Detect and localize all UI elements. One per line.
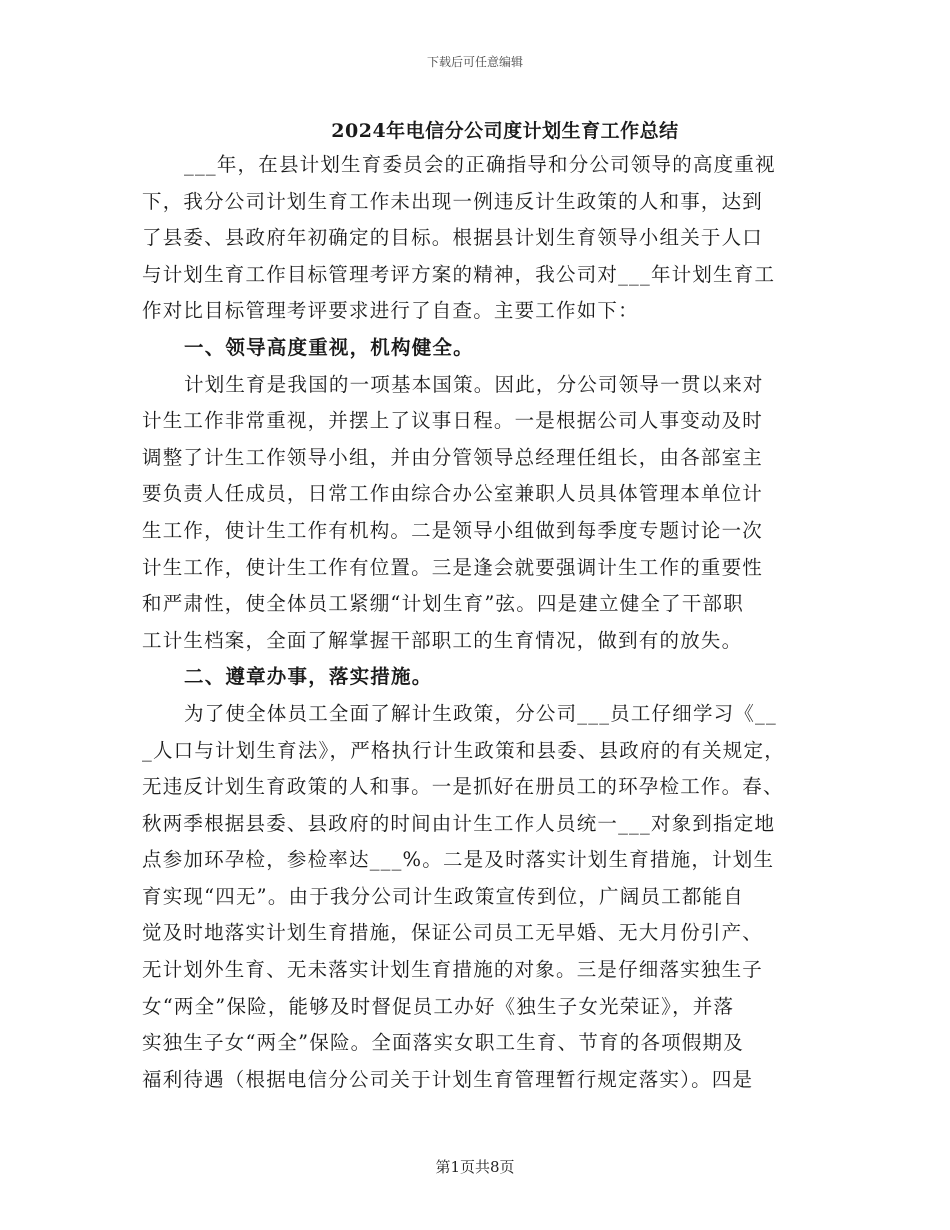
paragraph-line: ___年，在县计划生育委员会的正确指导和分公司领导的高度重视 xyxy=(184,153,776,176)
header-note: 下载后可任意编辑 xyxy=(426,55,523,69)
paragraph-line: 生工作，使计生工作有机构。二是领导小组做到每季度专题讨论一次 xyxy=(142,518,764,542)
paragraph-line: 秋两季根据县委、县政府的时间由计生工作人员统一___对象到指定地 xyxy=(142,811,776,835)
paragraph-line: 计生工作非常重视，并摆上了议事日程。一是根据公司人事变动及时 xyxy=(142,409,764,433)
paragraph-line: 无违反计划生育政策的人和事。一是抓好在册员工的环孕检工作。春、 xyxy=(142,775,784,799)
paragraph-line: 与计划生育工作目标管理考评方案的精神，我公司对___年计划生育工 xyxy=(142,262,776,286)
paragraph-line: 计生工作，使计生工作有位置。三是逢会就要强调计生工作的重要性 xyxy=(142,555,764,579)
paragraph-line: 作对比目标管理考评要求进行了自查。主要工作如下： xyxy=(142,299,639,323)
paragraph-line: 为了使全体员工全面了解计生政策，分公司___员工仔细学习《__ xyxy=(184,701,777,725)
paragraph-line: 育实现“四无”。由于我分公司计生政策宣传到位，广阔员工都能自 xyxy=(142,884,744,908)
paragraph-line: 点参加环孕检，参检率达___%。二是及时落实计划生育措施，计划生 xyxy=(142,848,775,872)
paragraph-line: 计划生育是我国的一项基本国策。因此，分公司领导一贯以来对 xyxy=(184,372,764,396)
paragraph-line: 福利待遇（根据电信分公司关于计划生育管理暂行规定落实）。四是 xyxy=(142,1067,754,1091)
section-heading-1: 一、领导高度重视，机构健全。 xyxy=(184,335,474,359)
paragraph-line: 工计生档案，全面了解掌握干部职工的生育情况，做到有的放失。 xyxy=(142,628,743,652)
paragraph-line: 女“两全”保险，能够及时督促员工办好《独生子女光荣证》，并落 xyxy=(142,994,735,1018)
document-title: 2024年电信分公司度计划生育工作总结 xyxy=(331,120,679,142)
paragraph-line: 实独生子女“两全”保险。全面落实女职工生育、节育的各项假期及 xyxy=(142,1031,744,1055)
paragraph-line: 了县委、县政府年初确定的目标。根据县计划生育领导小组关于人口 xyxy=(142,226,764,250)
paragraph-line: 调整了计生工作领导小组，并由分管领导总经理任组长，由各部室主 xyxy=(142,445,764,469)
paragraph-line: 要负责人任成员，日常工作由综合办公室兼职人员具体管理本单位计 xyxy=(142,482,764,506)
paragraph-line: 觉及时地落实计划生育措施，保证公司员工无早婚、无大月份引产、 xyxy=(142,921,764,945)
document-body xyxy=(142,147,822,1098)
page-number: 第1页共8页 xyxy=(435,1158,515,1176)
paragraph-line: 下，我分公司计划生育工作未出现一例违反计生政策的人和事，达到 xyxy=(142,189,764,213)
section-heading-2: 二、遵章办事，落实措施。 xyxy=(184,665,433,689)
paragraph-line: 和严肃性，使全体员工紧绷“计划生育”弦。四是建立健全了干部职 xyxy=(142,592,744,616)
paragraph-line: 无计划外生育、无未落实计划生育措施的对象。三是仔细落实独生子 xyxy=(142,958,764,982)
paragraph-line: _人口与计划生育法》，严格执行计生政策和县委、县政府的有关规定， xyxy=(142,738,785,762)
